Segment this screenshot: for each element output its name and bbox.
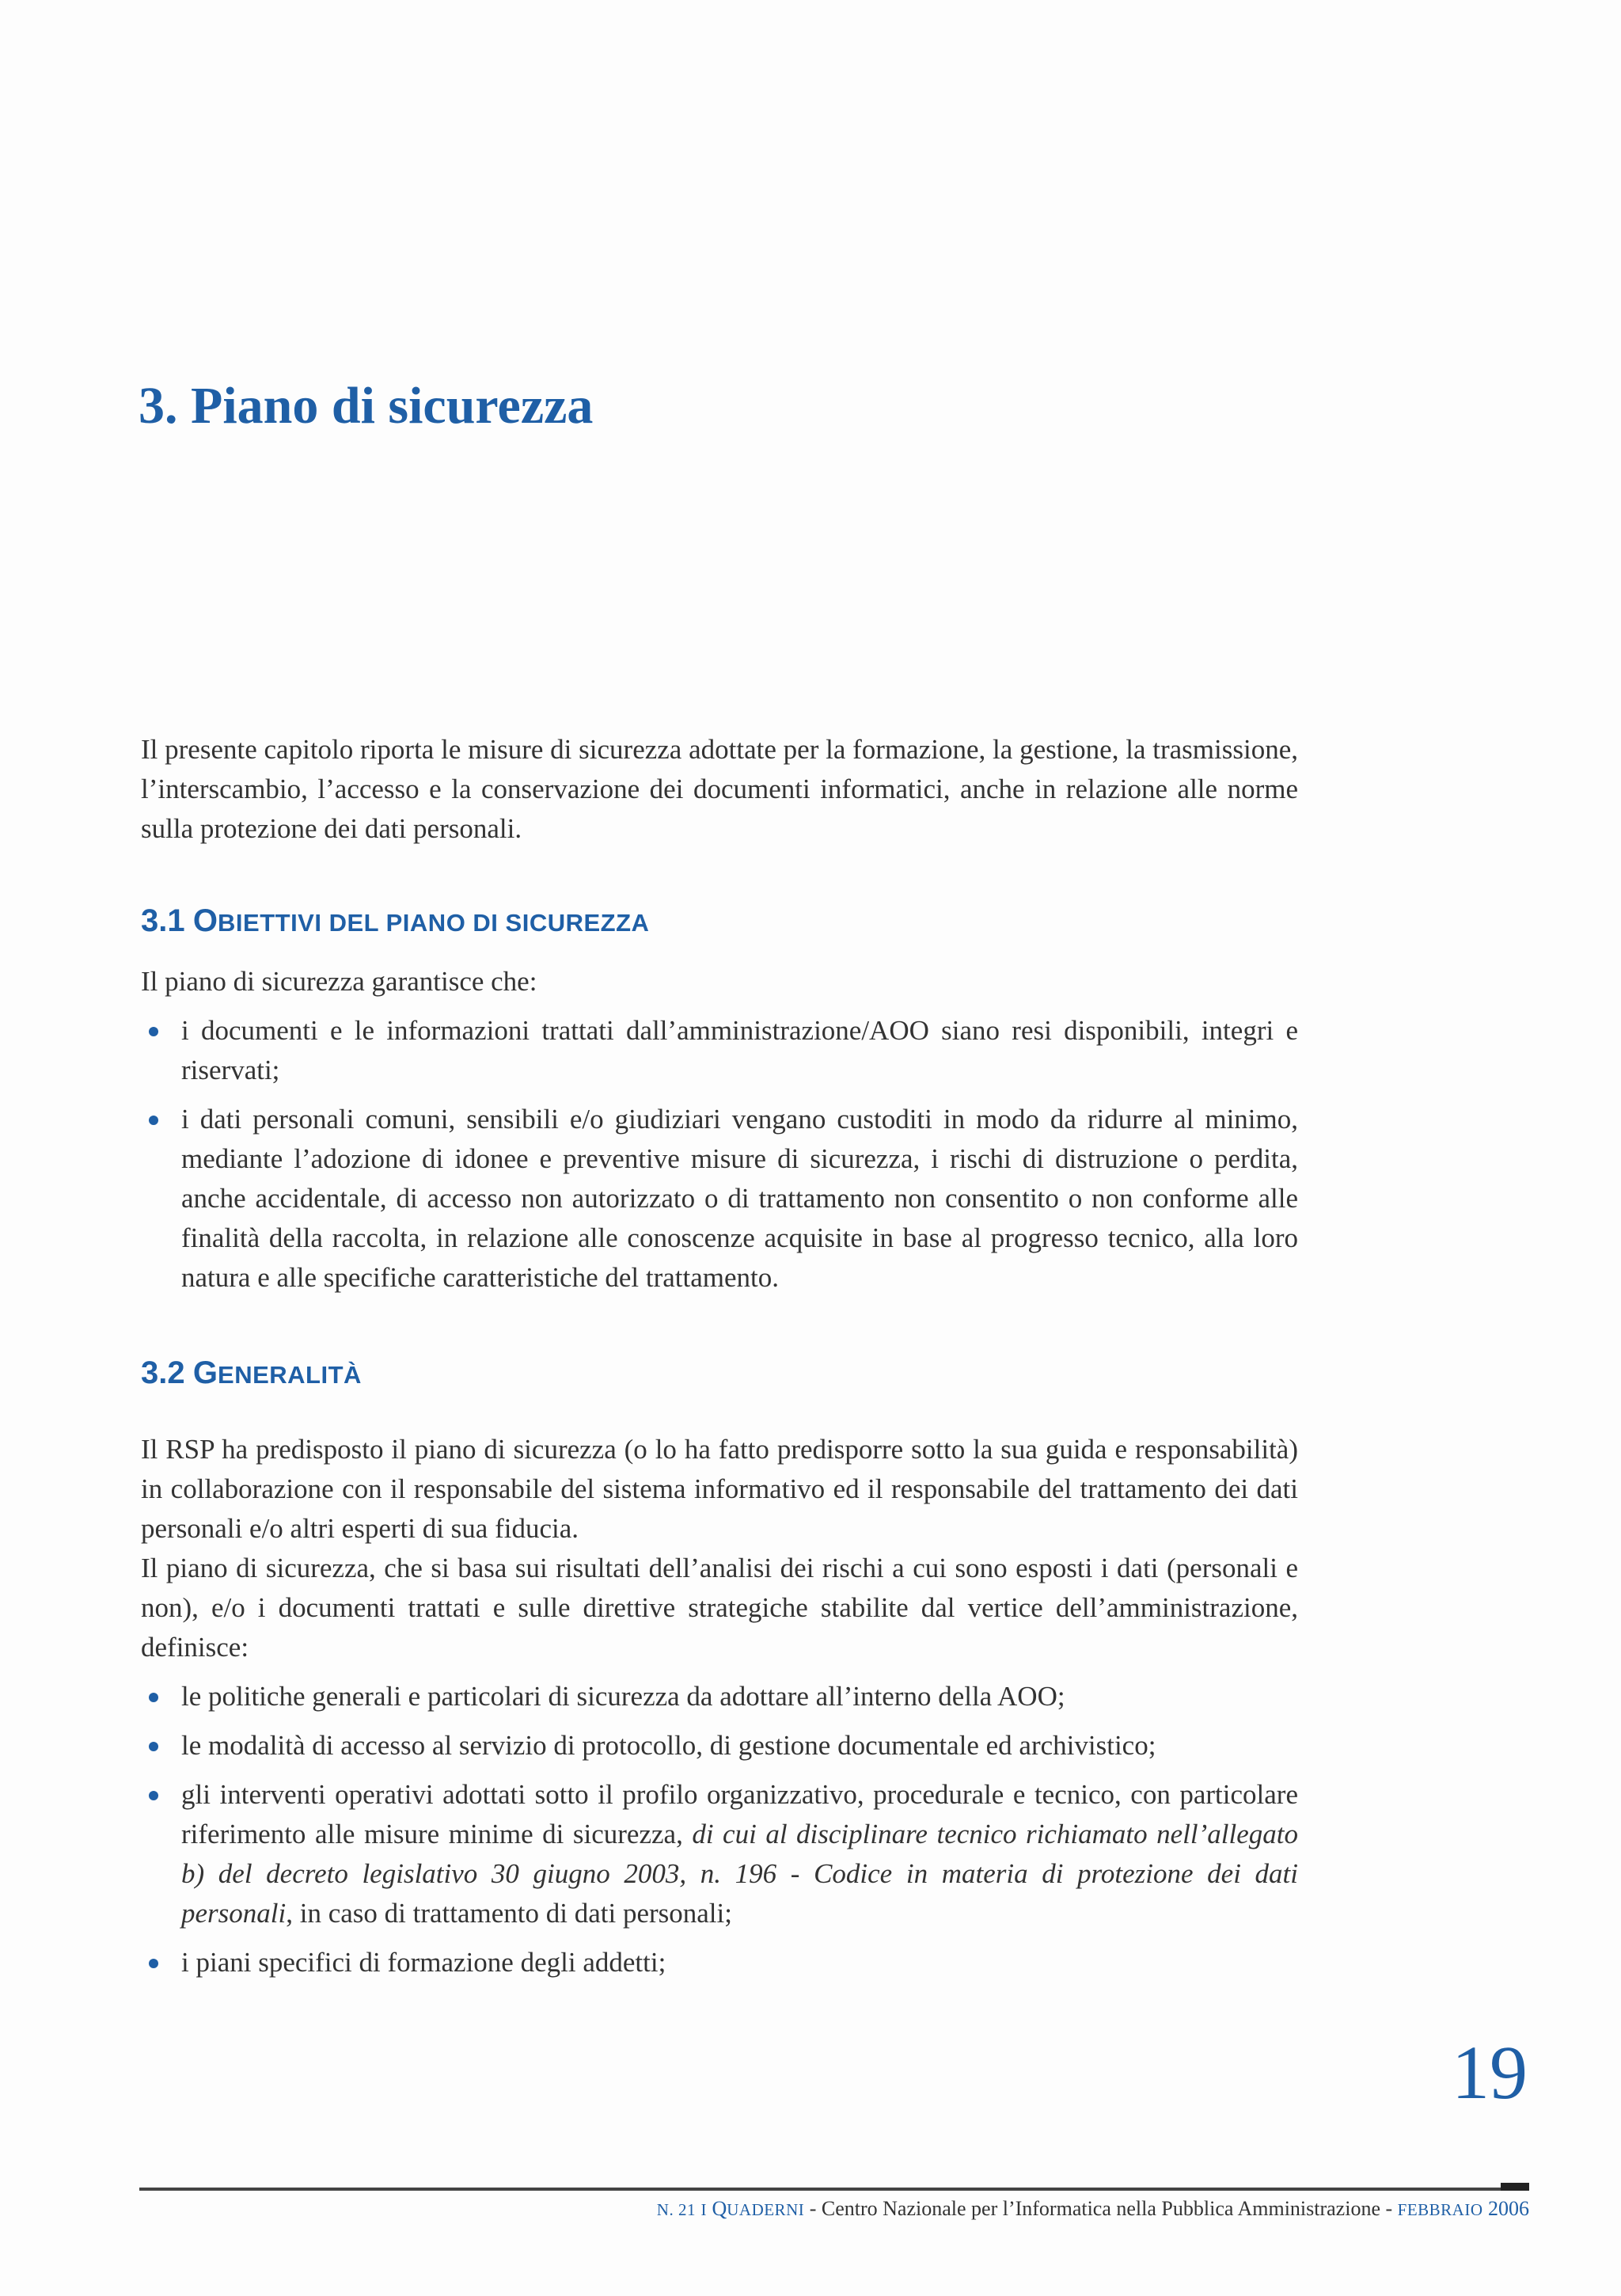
footer-issue: N. 21 [656,2200,696,2219]
section-3-1-list [141,1011,1298,1298]
footer-divider-accent [1501,2183,1529,2191]
section-title-initial: O [192,903,218,938]
section-number: 3.1 [141,903,185,938]
list-item [141,1011,1298,1090]
list-item [141,1100,1298,1298]
legal-reference: di cui al disciplinare tecnico richiamato nell’allegato b) del decreto legislativo 30 giugno 2003, n. 196 - Codice in materia di protezione dei dati personali [181,1819,1298,1929]
bullet-icon [149,1116,158,1125]
footer-year: 2006 [1488,2197,1529,2220]
section-3-2-title [141,1353,1298,1395]
list-item [141,1775,1298,1933]
footer-series-initial: Q [712,2197,727,2220]
footer [657,2197,1529,2221]
chapter-title: 3. Piano di sicurezza [139,377,594,435]
list-item [141,1943,1298,1982]
footer-organization: - Centro Nazionale per l’Informatica nella Pubblica Amministrazione - [804,2197,1398,2220]
section-3-2-list [141,1677,1298,1982]
list-item-text: i dati personali comuni, sensibili e/o giudiziari vengano custoditi in modo da ridurre al minimo, mediante l’adozione di idonee e preventive misure di sicurezza, i rischi di distruzione o perdita, anche accidentale, di accesso non autorizzato o di trattamento non consentito o non conforme alle finalità della raccolta, in relazione alle conoscenze acquisite in base al progresso tecnico, alla loro natura e alle specifiche caratteristiche del trattamento. [181,1104,1298,1293]
list-item-text: le modalità di accesso al servizio di protocollo, di gestione documentale ed archivistico; [181,1730,1156,1761]
section-3-2-paragraph-1: Il RSP ha predisposto il piano di sicurezza (o lo ha fatto predisporre sotto la sua guida e responsabilità) in collaborazione con il responsabile del sistema informativo ed il responsabile del trattamento dei dati personali e/o altri esperti di sua fiducia. [141,1434,1298,1544]
list-item [141,1726,1298,1766]
bullet-icon [149,1693,158,1702]
list-item-text: i piani specifici di formazione degli addetti; [181,1947,666,1978]
section-3-2-paragraph-2: Il piano di sicurezza, che si basa sui risultati dell’analisi dei rischi a cui sono esposti i dati (personali e non), e/o i documenti trattati e sulle direttive strategiche stabilite dal vertice dell’amministrazione, definisce: [141,1553,1298,1663]
list-item [141,1677,1298,1716]
section-3-1-title [141,901,1298,943]
section-title-rest: BIETTIVI DEL PIANO DI SICUREZZA [218,909,650,937]
list-item-text: i documenti e le informazioni trattati dall’amministrazione/AOO siano resi disponibili, integri e riservati; [181,1015,1298,1085]
main-content [141,730,1298,1982]
bullet-icon [149,1791,158,1800]
footer-divider [139,2188,1529,2191]
list-item-text: le politiche generali e particolari di sicurezza da adottare all’interno della AOO; [181,1681,1065,1712]
bullet-icon [149,1959,158,1968]
footer-month: FEBBRAIO [1397,2200,1483,2219]
section-3-1-lead: Il piano di sicurezza garantisce che: [141,966,537,997]
footer-series-rest: UADERNI [727,2200,805,2219]
intro-paragraph: Il presente capitolo riporta le misure di sicurezza adottate per la formazione, la gestione, la trasmissione, l’interscambio, l’accesso e la conservazione dei documenti informatici, anche in relazione alle norme sulla protezione dei dati personali. [141,734,1298,844]
list-item-text: gli interventi operativi adottati sotto il profilo organizzativo, procedurale e tecnico, con particolare riferimento alle misure minime di sicurezza, [181,1779,1298,1849]
list-item-text-end: , in caso di trattamento di dati personali; [286,1898,732,1929]
section-title-rest: ENERALITÀ [218,1361,362,1389]
bullet-icon [149,1742,158,1751]
page-number: 19 [1452,2030,1528,2115]
footer-separator: I [700,2200,707,2219]
bullet-icon [149,1027,158,1036]
section-title-initial: G [192,1355,218,1390]
section-number: 3.2 [141,1355,185,1390]
